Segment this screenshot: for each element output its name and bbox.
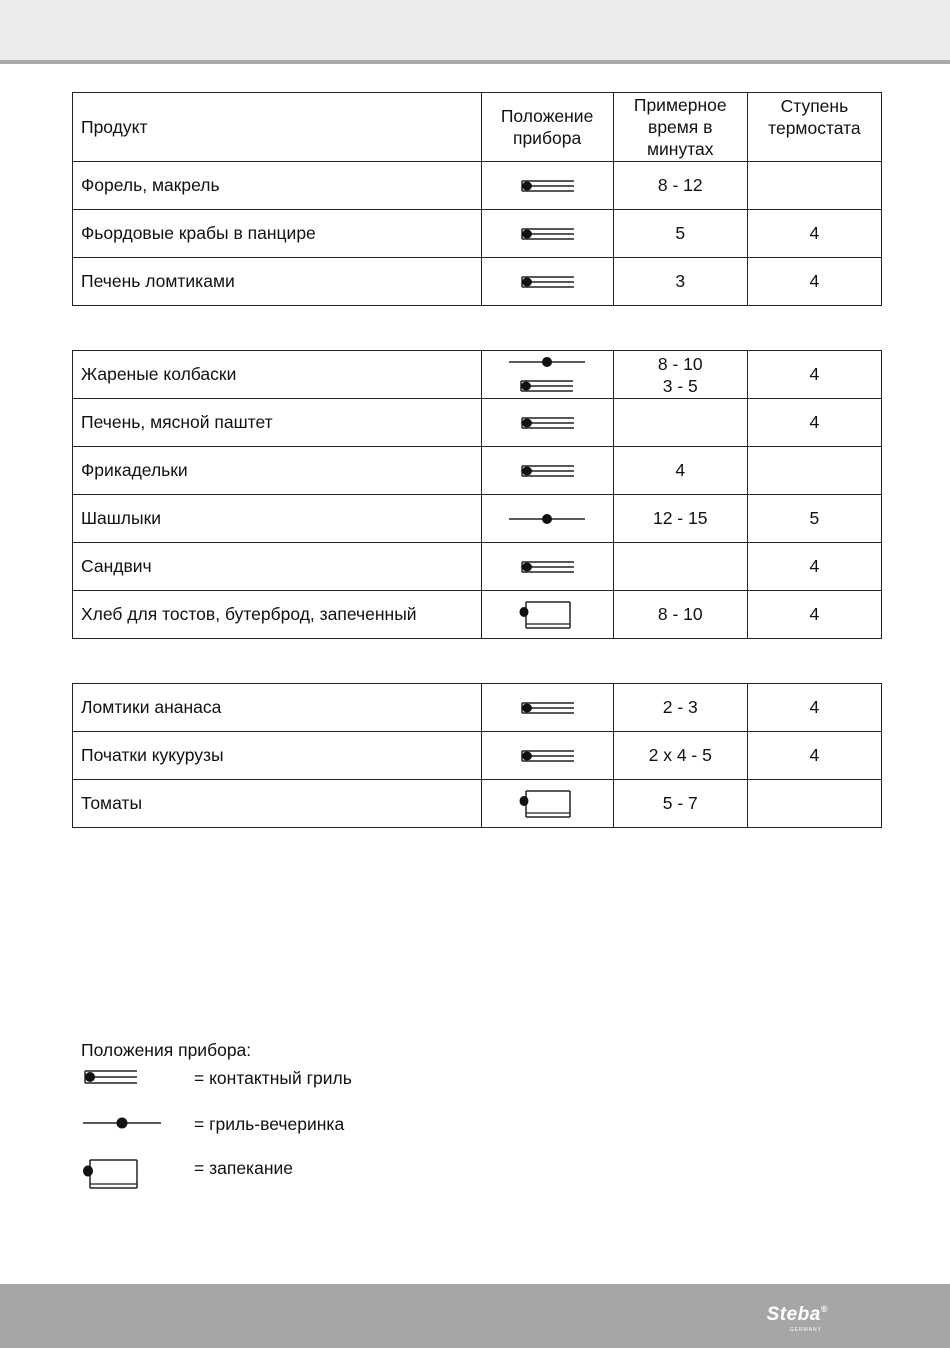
party-grill-and-contact-grill-icon xyxy=(507,354,587,396)
contact-grill-icon xyxy=(518,558,576,576)
level-cell: 4 xyxy=(747,684,881,732)
table-row xyxy=(73,543,882,591)
level-cell xyxy=(747,162,881,210)
contact-grill-icon xyxy=(518,462,576,480)
product-cell: Жареные колбаски xyxy=(73,351,482,399)
level-cell xyxy=(747,447,881,495)
product-cell: Шашлыки xyxy=(73,495,482,543)
time-cell: 8 - 12 xyxy=(613,162,747,210)
table-row xyxy=(73,210,882,258)
page-header-bar xyxy=(0,0,950,64)
position-cell xyxy=(481,780,613,828)
legend-title: Положения прибора: xyxy=(81,1040,252,1060)
position-cell xyxy=(481,591,613,639)
baking-icon xyxy=(518,787,576,821)
party-grill-icon xyxy=(507,511,587,527)
table-row xyxy=(73,591,882,639)
position-cell xyxy=(481,495,613,543)
level-cell: 4 xyxy=(747,258,881,306)
product-cell: Ломтики ананаса xyxy=(73,684,482,732)
contact-grill-icon xyxy=(81,1066,139,1088)
header-time: Примерное время в минутах xyxy=(613,93,747,162)
brand-logo-subtitle: GERMANY xyxy=(789,1327,822,1333)
time-value: 8 - 10 xyxy=(657,353,703,374)
cooking-table-vegetables xyxy=(72,683,882,828)
contact-grill-icon xyxy=(518,699,576,717)
time-cell: 2 - 3 xyxy=(613,684,747,732)
time-value-2: 3 - 5 xyxy=(662,375,698,396)
position-cell xyxy=(481,732,613,780)
legend-text: = контактный гриль xyxy=(194,1068,352,1088)
level-cell: 4 xyxy=(747,591,881,639)
table-row xyxy=(73,684,882,732)
table-row xyxy=(73,351,882,399)
page-footer-bar xyxy=(0,1284,950,1348)
time-cell: 12 - 15 xyxy=(613,495,747,543)
table-row xyxy=(73,399,882,447)
contact-grill-icon xyxy=(518,273,576,291)
contact-grill-icon xyxy=(518,225,576,243)
product-cell: Форель, макрель xyxy=(73,162,482,210)
legend-item xyxy=(81,1156,481,1190)
level-cell: 4 xyxy=(747,399,881,447)
table-row xyxy=(73,258,882,306)
time-cell: 5 - 7 xyxy=(613,780,747,828)
time-cell: 3 xyxy=(613,258,747,306)
time-cell xyxy=(613,399,747,447)
time-cell: 4 xyxy=(613,447,747,495)
position-cell xyxy=(481,399,613,447)
product-cell: Початки кукурузы xyxy=(73,732,482,780)
table-row xyxy=(73,495,882,543)
baking-icon xyxy=(518,598,576,632)
level-cell: 4 xyxy=(747,543,881,591)
product-cell: Фрикадельки xyxy=(73,447,482,495)
position-cell xyxy=(481,543,613,591)
position-cell xyxy=(481,258,613,306)
time-cell xyxy=(613,351,747,399)
product-cell: Сандвич xyxy=(73,543,482,591)
level-cell: 5 xyxy=(747,495,881,543)
product-cell: Хлеб для тостов, бутерброд, запеченный xyxy=(73,591,482,639)
contact-grill-icon xyxy=(518,747,576,765)
level-cell: 4 xyxy=(747,732,881,780)
level-cell: 4 xyxy=(747,351,881,399)
legend-item xyxy=(81,1112,481,1146)
product-cell: Печень ломтиками xyxy=(73,258,482,306)
level-cell xyxy=(747,780,881,828)
table-row xyxy=(73,780,882,828)
header-thermostat: Ступень термостата xyxy=(747,93,881,162)
product-cell: Печень, мясной паштет xyxy=(73,399,482,447)
cooking-table-fish xyxy=(72,92,882,306)
brand-logo: Steba® xyxy=(766,1304,828,1325)
position-cell xyxy=(481,162,613,210)
table-header-row xyxy=(73,93,882,162)
time-cell xyxy=(613,543,747,591)
header-position: Положение прибора xyxy=(481,93,613,162)
brand-logo-text: Steba xyxy=(766,1304,821,1325)
table-row xyxy=(73,447,882,495)
table-row xyxy=(73,162,882,210)
header-product: Продукт xyxy=(73,93,482,162)
position-cell xyxy=(481,210,613,258)
level-cell: 4 xyxy=(747,210,881,258)
product-cell: Фьордовые крабы в панцире xyxy=(73,210,482,258)
baking-icon xyxy=(81,1156,141,1192)
position-cell xyxy=(481,351,613,399)
product-cell: Томаты xyxy=(73,780,482,828)
time-cell: 2 x 4 - 5 xyxy=(613,732,747,780)
position-cell xyxy=(481,684,613,732)
legend-text: = запекание xyxy=(194,1158,293,1178)
position-cell xyxy=(481,447,613,495)
cooking-table-meat xyxy=(72,350,882,639)
time-cell: 8 - 10 xyxy=(613,591,747,639)
legend-item xyxy=(81,1066,481,1100)
contact-grill-icon xyxy=(518,414,576,432)
legend-text: = гриль-вечеринка xyxy=(194,1114,345,1134)
contact-grill-icon xyxy=(518,177,576,195)
party-grill-icon xyxy=(81,1112,163,1134)
time-cell: 5 xyxy=(613,210,747,258)
table-row xyxy=(73,732,882,780)
